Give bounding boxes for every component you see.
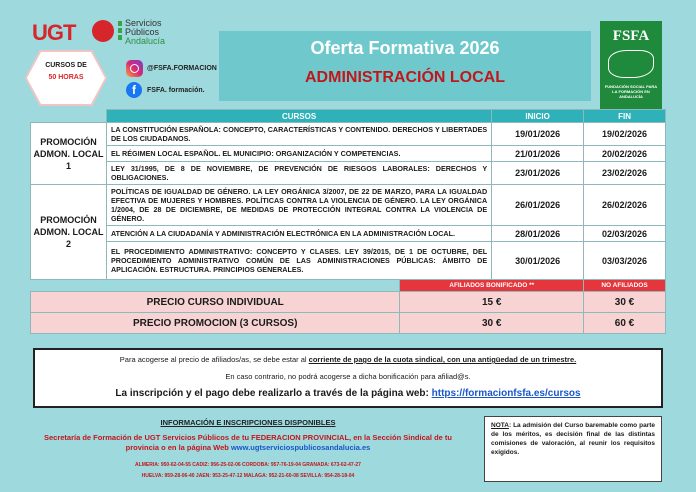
servicios-publicos-logo-text: Servicios Públicos Andalucía [125, 18, 166, 46]
course-title: LEY 31/1995, DE 8 DE NOVIEMBRE, DE PREVENCIÓN DE RIESGOS LABORALES: DERECHOS Y OBLIGACIONES. [106, 162, 491, 185]
table-row [31, 185, 666, 226]
page-subtitle: ADMINISTRACIÓN LOCAL [305, 69, 505, 86]
facebook-icon[interactable]: f [126, 82, 142, 98]
table-header-row [31, 110, 666, 123]
phone-numbers-line-1: ALMERIA: 950-62-04-55 CADIZ: 956-25-02-06 CORDOBA: 957-76-19-04 GRANADA: 673-62-47-27 [135, 462, 361, 468]
course-end-date: 20/02/2026 [584, 146, 666, 162]
ugt-logo: UGT [32, 20, 76, 45]
fsfa-logo-subtitle: FUNDACIÓN SOCIAL PARA LA FORMACIÓN EN ANDALUCÍA [604, 84, 658, 99]
price-label: PRECIO PROMOCION (3 CURSOS) [31, 313, 400, 334]
course-end-date: 23/02/2026 [584, 162, 666, 185]
andalucia-map-icon [608, 50, 654, 78]
end-header: FIN [584, 110, 666, 123]
course-hours-badge-text: CURSOS DE 50 HORAS [45, 62, 87, 81]
course-start-date: 28/01/2026 [492, 226, 584, 242]
instagram-handle[interactable]: @FSFA.FORMACION [147, 65, 217, 72]
courses-header: CURSOS [106, 110, 491, 123]
course-title: EL PROCEDIMIENTO ADMINISTRATIVO: CONCEPTO Y CLASES. LEY 39/2015, DE 1 DE OCTUBRE, DEL PROCEDIMIENTO ADMINISTRATIVO COMÚN DE LAS ADMINISTRACIONES PÚBLICAS: ÁMBITO DE APLICACIÓN. ESTRUCTURA. PRINCIPIOS GENERALES. [106, 242, 491, 280]
course-start-date: 26/01/2026 [492, 185, 584, 226]
affiliated-price: 15 € [400, 292, 584, 313]
affiliate-condition-text: Para acogerse al precio de afiliados/as, se debe estar al corriente de pago de la cuota sindical, con una antigüedad de un trimestre. [119, 355, 577, 364]
course-title: LA CONSTITUCIÓN ESPAÑOLA: CONCEPTO, CARACTERÍSTICAS Y CONTENIDO. DERECHOS Y LIBERTADES DE LOS CIUDADANOS. [106, 123, 491, 146]
footer-text: Secretaría de Formación de UGT Servicios Públicos de tu FEDERACION PROVINCIAL, en la Sección Sindical de tu provincia o en la página Web www.ugtserviciospublicosandalucia.es [43, 433, 452, 452]
course-title: EL RÉGIMEN LOCAL ESPAÑOL. EL MUNICIPIO: ORGANIZACIÓN Y COMPETENCIAS. [106, 146, 491, 162]
course-start-date: 19/01/2026 [492, 123, 584, 146]
course-start-date: 21/01/2026 [492, 146, 584, 162]
price-label: PRECIO CURSO INDIVIDUAL [31, 292, 400, 313]
page-title: Oferta Formativa 2026 [310, 38, 500, 58]
non-affiliate-text: En caso contrario, no podrá acogerse a dicha bonificación para afiliad@s. [225, 372, 471, 381]
course-start-date: 30/01/2026 [492, 242, 584, 280]
start-header: INICIO [492, 110, 584, 123]
registration-link[interactable]: https://formacionfsfa.es/cursos [431, 388, 581, 399]
instagram-icon[interactable] [126, 60, 143, 77]
course-end-date: 26/02/2026 [584, 185, 666, 226]
facebook-handle[interactable]: FSFA. formación. [147, 87, 205, 94]
footer-title: INFORMACIÓN E INSCRIPCIONES DISPONIBLES [160, 418, 336, 427]
table-row [31, 146, 666, 162]
table-row [31, 226, 666, 242]
course-title: ATENCIÓN A LA CIUDADANÍA Y ADMINISTRACIÓN ELECTRÓNICA EN LA ADMINISTRACIÓN LOCAL. [106, 226, 491, 242]
price-header-row [31, 280, 666, 292]
phone-numbers-line-2: HUELVA: 959-28-06-40 JAEN: 953-25-47-12 MALAGA: 952-21-60-08 SEVILLA: 954-28-18-04 [141, 473, 355, 479]
course-end-date: 19/02/2026 [584, 123, 666, 146]
table-row [31, 162, 666, 185]
website-link[interactable]: www.ugtserviciospublicosandalucia.es [230, 443, 371, 452]
affiliated-price: 30 € [400, 313, 584, 334]
course-end-date: 02/03/2026 [584, 226, 666, 242]
course-title: POLÍTICAS DE IGUALDAD DE GÉNERO. LA LEY ORGÁNICA 3/2007, DE 22 DE MARZO, PARA LA IGUALDAD EFECTIVA DE MUJERES Y HOMBRES. POLÍTICAS CONTRA LA VIOLENCIA DE GÉNERO. LA LEY ORGÁNICA 1/2004, DE 28 DE DICIEMBRE, DE MEDIDAS DE PROTECCIÓN INTEGRAL CONTRA LA VIOLENCIA DE GÉNERO. [106, 185, 491, 226]
table-row [31, 242, 666, 280]
servicios-publicos-bars-icon [118, 21, 122, 42]
courses-table [30, 109, 666, 334]
non-affiliated-price: 30 € [584, 292, 666, 313]
course-end-date: 03/03/2026 [584, 242, 666, 280]
table-row [31, 123, 666, 146]
non-affiliated-price-header: NO AFILIADOS [584, 280, 666, 292]
note-box: NOTA: La admisión del Curso baremable como parte de los méritos, es decisión final de las distintas comisiones de valoración, al reunir los requisitos exigidos. [484, 416, 662, 482]
ugt-handshake-icon [92, 20, 114, 42]
group-label: PROMOCIÓN ADMON. LOCAL 2 [31, 185, 107, 280]
price-row [31, 292, 666, 313]
price-row [31, 313, 666, 334]
non-affiliated-price: 60 € [584, 313, 666, 334]
course-start-date: 23/01/2026 [492, 162, 584, 185]
fsfa-logo-text: FSFA [612, 28, 650, 44]
registration-text: La inscripción y el pago debe realizarlo a través de la página web: https://formacionfsfa.es/cursos [115, 388, 581, 399]
group-label: PROMOCIÓN ADMON. LOCAL 1 [31, 123, 107, 185]
affiliated-price-header: AFILIADOS BONIFICADO ** [400, 280, 584, 292]
